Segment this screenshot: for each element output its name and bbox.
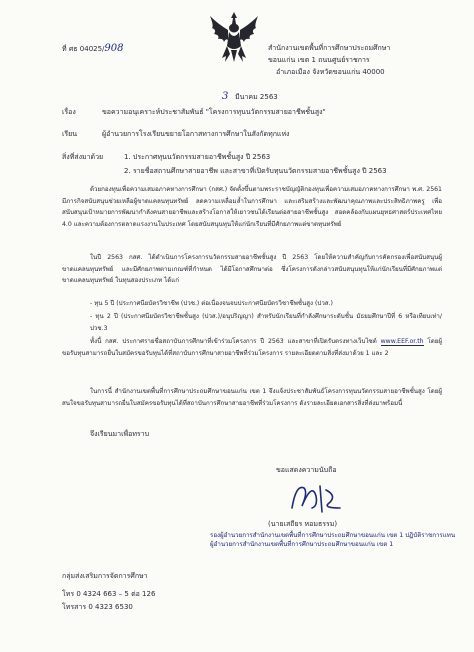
garuda-emblem-icon [208,10,260,64]
office-address-line-2: ขอนแก่น เขต 1 ถนนศูนย์ราชการ [268,56,370,64]
document-date [222,92,278,102]
salutation-text: ผู้อำนวยการโรงเรียนขยายโอกาสทางการศึกษาในสังกัดทุกแห่ง [102,130,290,138]
date-month-year: มีนาคม 2563 [235,93,278,101]
body-paragraph-2 [62,252,442,287]
signatory-name: (นายเสถียร หอมธรรม) [268,520,338,528]
paragraph-2-text: ในปี 2563 กสศ. ได้ดำเนินการโครงการนวัตกรรมสายอาชีพชั้นสูง ปี 2563 โดยให้ความสำคัญกับการคัดกรองเพื่อสนับสนุนผู้ขาดแคลนทุนทรัพย์ และมีศักยภาพตามเกณฑ์ที่กำหนด ได้มีโอกาสศึกษาต่อ ซึ่งโครงการดังกล่าวสนับสนุนทุนให้แก่นักเรียนที่มีศักยภาพแต่ขาดแคลนทุนทรัพย์ ในทุนสองประเภท ได้แก่ [62,254,442,284]
office-address-line-3: อำเภอเมือง จังหวัดขอนแก่น 40000 [276,68,385,76]
footer-phone: โทร 0 4324 663 – 5 ต่อ 126 [62,590,156,598]
signatory-title-line-1: รองผู้อำนวยการสำนักงานเขตพื้นที่การศึกษาประถมศึกษาขอนแก่น เขต 1 ปฏิบัติราชการแทน [210,532,456,539]
enclosure-item: 1. ประกาศทุนนวัตกรรมสายอาชีพชั้นสูง ปี 2563 [124,153,271,161]
salutation-label: เรียน [62,130,78,138]
date-day-handwritten: 3 [222,91,229,102]
eef-website-link[interactable]: www.EEF.or.th [380,338,424,345]
enclosure-item: 2. รายชื่อสถานศึกษาสายอาชีพ และสาขาที่เปิดรับทุนนวัตกรรมสายอาชีพชั้นสูง ปี 2563 [124,167,387,175]
enclosures-label: สิ่งที่ส่งมาด้วย [62,153,104,161]
document-number [62,44,124,54]
scholarship-type-2yr: - ทุน 2 ปี (ประกาศนียบัตรวิชาชีพชั้นสูง (ปวส.)/อนุปริญญา) สำหรับนักเรียนที่กำลังศึกษาระดับชั้น มัธยมศึกษาปีที่ 6 หรือเทียบเท่า/ปวช.3 [90,313,442,332]
document-number-prefix: ที่ ศธ 04025/ [62,45,105,53]
body-paragraph-4 [62,386,442,409]
footer-department: กลุ่มส่งเสริมการจัดการศึกษา [62,572,148,580]
signature-closing: ขอแสดงความนับถือ [276,466,337,474]
paragraph-3-lead: ทั้งนี้ กสศ. ประกาศรายชื่อสถาบันการศึกษาที่เข้าร่วมโครงการ ปี 2563 และสาขาที่เปิดรับตรงทางเว็บไซต์ [90,338,377,345]
scholarship-type-5yr: - ทุน 5 ปี (ประกาศนียบัตรวิชาชีพ (ปวช.) ต่อเนื่องจนจบประกาศนียบัตรวิชาชีพชั้นสูง (ปวส.) [90,300,333,307]
subject-label: เรื่อง [62,108,76,116]
signature-mark-icon [282,478,352,518]
closing-request: จึงเรียนมาเพื่อทราบ [90,430,150,438]
document-number-handwritten: 908 [104,43,124,54]
footer-fax: โทรสาร 0 4323 6530 [62,603,133,611]
office-address-line-1: สำนักงานเขตพื้นที่การศึกษาประถมศึกษา [268,44,391,52]
body-paragraph-1 [62,184,442,230]
body-paragraph-3 [62,336,442,359]
signatory-title-line-2: ผู้อำนวยการสำนักงานเขตพื้นที่การศึกษาประถมศึกษาขอนแก่น เขต 1 [210,541,394,548]
paragraph-4-text: ในการนี้ สำนักงานเขตพื้นที่การศึกษาประถมศึกษาขอนแก่น เขต 1 จึงแจ้งประชาสัมพันธ์โครงการทุนนวัตกรรมสายอาชีพชั้นสูง โดยผู้สนใจขอรับทุนสามารถยื่นใบสมัครขอรับทุนได้ที่สถาบันการศึกษาสายอาชีพที่ร่วมโครงการ ดังรายละเอียดเอกสารสิ่งที่ส่งมาพร้อมนี้ [62,388,442,407]
subject-text: ขอความอนุเคราะห์ประชาสัมพันธ์ "โครงการทุนนวัตกรรมสายอาชีพชั้นสูง" [102,108,326,116]
paragraph-3-tail: โดยผู้ขอรับทุนสามารถยื่นใบสมัครขอรับทุนได้ที่สถาบันการศึกษาสายอาชีพที่ร่วมโครงการ รายละเอียดตามสิ่งที่ส่งมาด้วย 1 และ 2 [62,338,443,357]
paragraph-1-text: ด้วยกองทุนเพื่อความเสมอภาคทางการศึกษา (กสศ.) จัดตั้งขึ้นตามพระราชบัญญัติกองทุนเพื่อความเสมอภาคทางการศึกษา พ.ศ. 2561 มีภารกิจสนับสนุนช่วยเหลือผู้ขาดแคลนทุนทรัพย์ ลดความเหลื่อมล้ำในการศึกษา และเสริมสร้างและพัฒนาคุณภาพและประสิทธิภาพครู เพื่อสนับสนุนเป้าหมายการพัฒนากำลังคนสายอาชีพและสร้างโอกาสให้เยาวชนได้เรียนต่อสายอาชีพชั้นสูง สอดคล้องกับแผนยุทธศาสตร์ประเทศไทย 4.0 และความต้องการตลาดแรงงานในประเทศ โดยสนับสนุนทุนให้แก่นักเรียนที่มีศักยภาพแต่ขาดทุนทรัพย์ [62,186,442,228]
